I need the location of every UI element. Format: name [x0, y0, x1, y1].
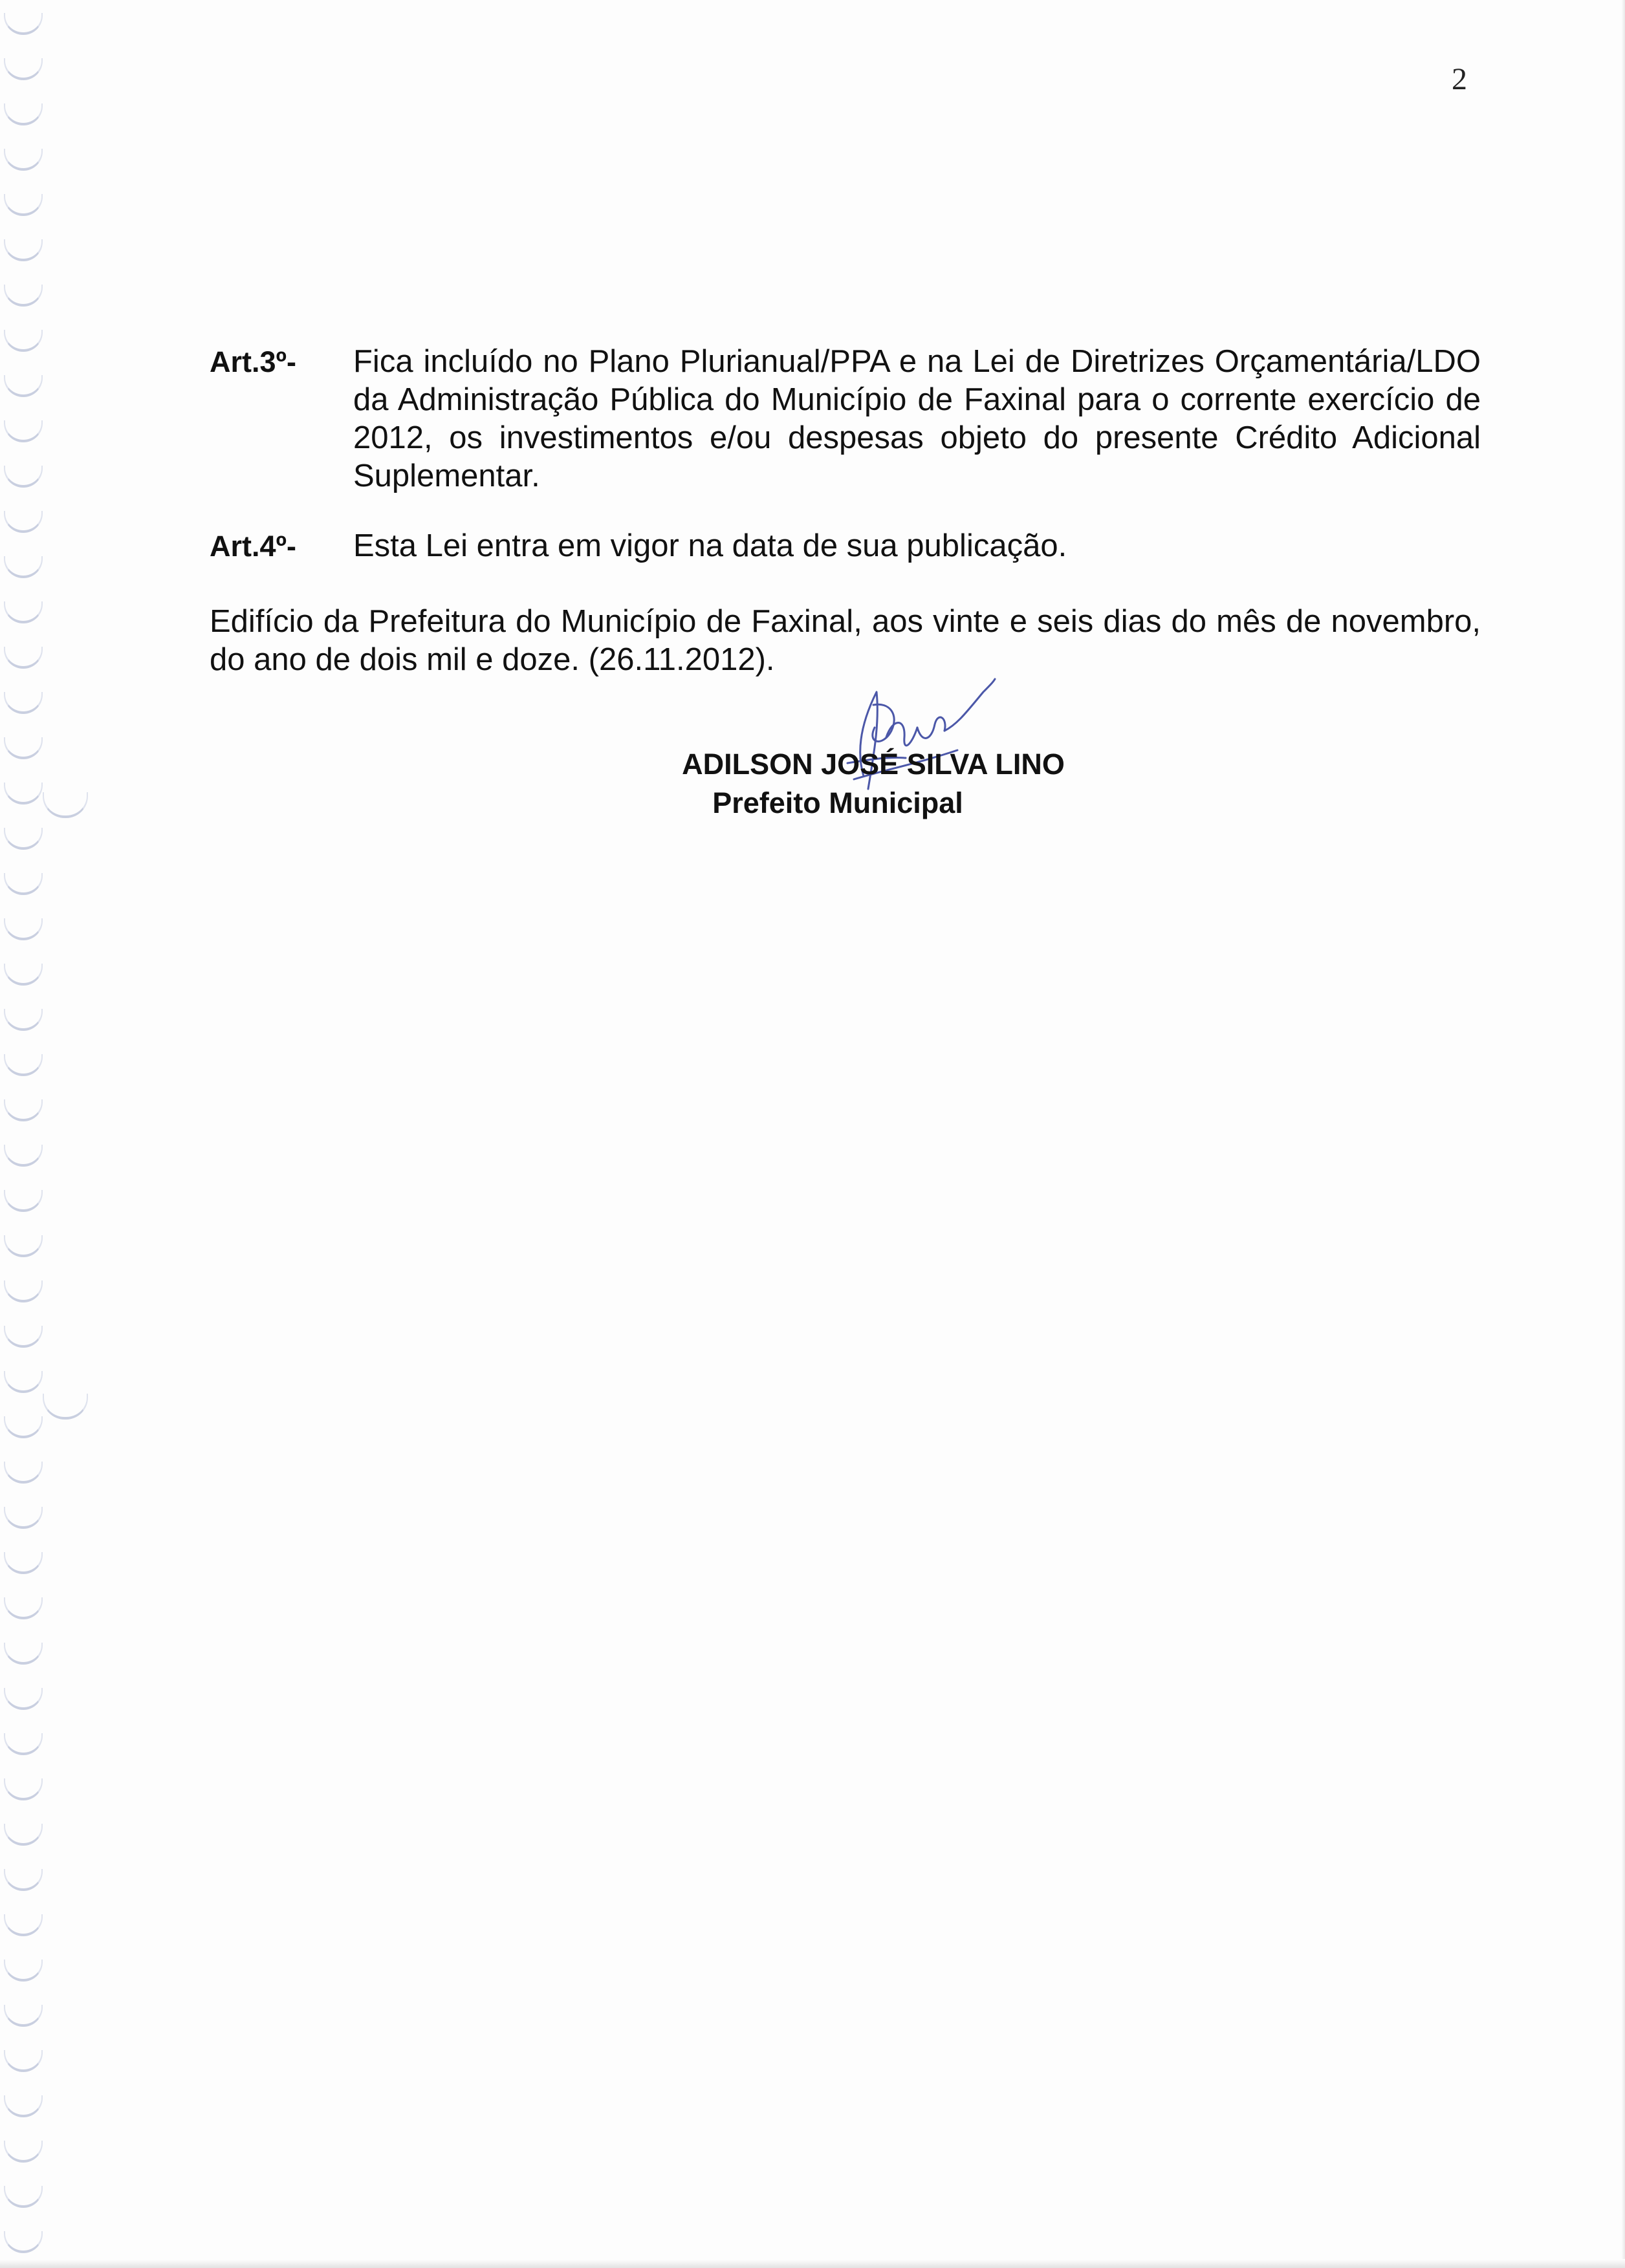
article-4-text: Esta Lei entra em vigor na data de sua publicação.: [353, 528, 1067, 563]
signatory-title: Prefeito Municipal: [712, 786, 963, 819]
article-3-label: Art.3º-: [210, 345, 296, 378]
signature-block: [582, 745, 1164, 823]
page-number: 2: [1452, 62, 1467, 96]
page-edge-right: [1621, 0, 1625, 2268]
article-3: [210, 343, 1481, 495]
article-4: [210, 527, 1481, 565]
closing-paragraph: Edifício da Prefeitura do Município de Faxinal, aos vinte e seis dias do mês de novembro, do ano de dois mil e doze. (26.11.2012).: [210, 604, 1481, 677]
signatory-name: ADILSON JOSÉ SILVA LINO: [682, 748, 1065, 781]
page-edge-bottom: [0, 2259, 1625, 2268]
binder-perforations: [0, 0, 91, 2268]
article-4-label: Art.4º-: [210, 530, 296, 563]
article-3-text: Fica incluído no Plano Plurianual/PPA e na Lei de Diretrizes Orçamentária/LDO da Administração Pública do Município de Faxinal para o corrente exercício de 2012, os investimentos e/ou despesas objeto do presente Crédito Adicional Suplementar.: [353, 344, 1481, 493]
